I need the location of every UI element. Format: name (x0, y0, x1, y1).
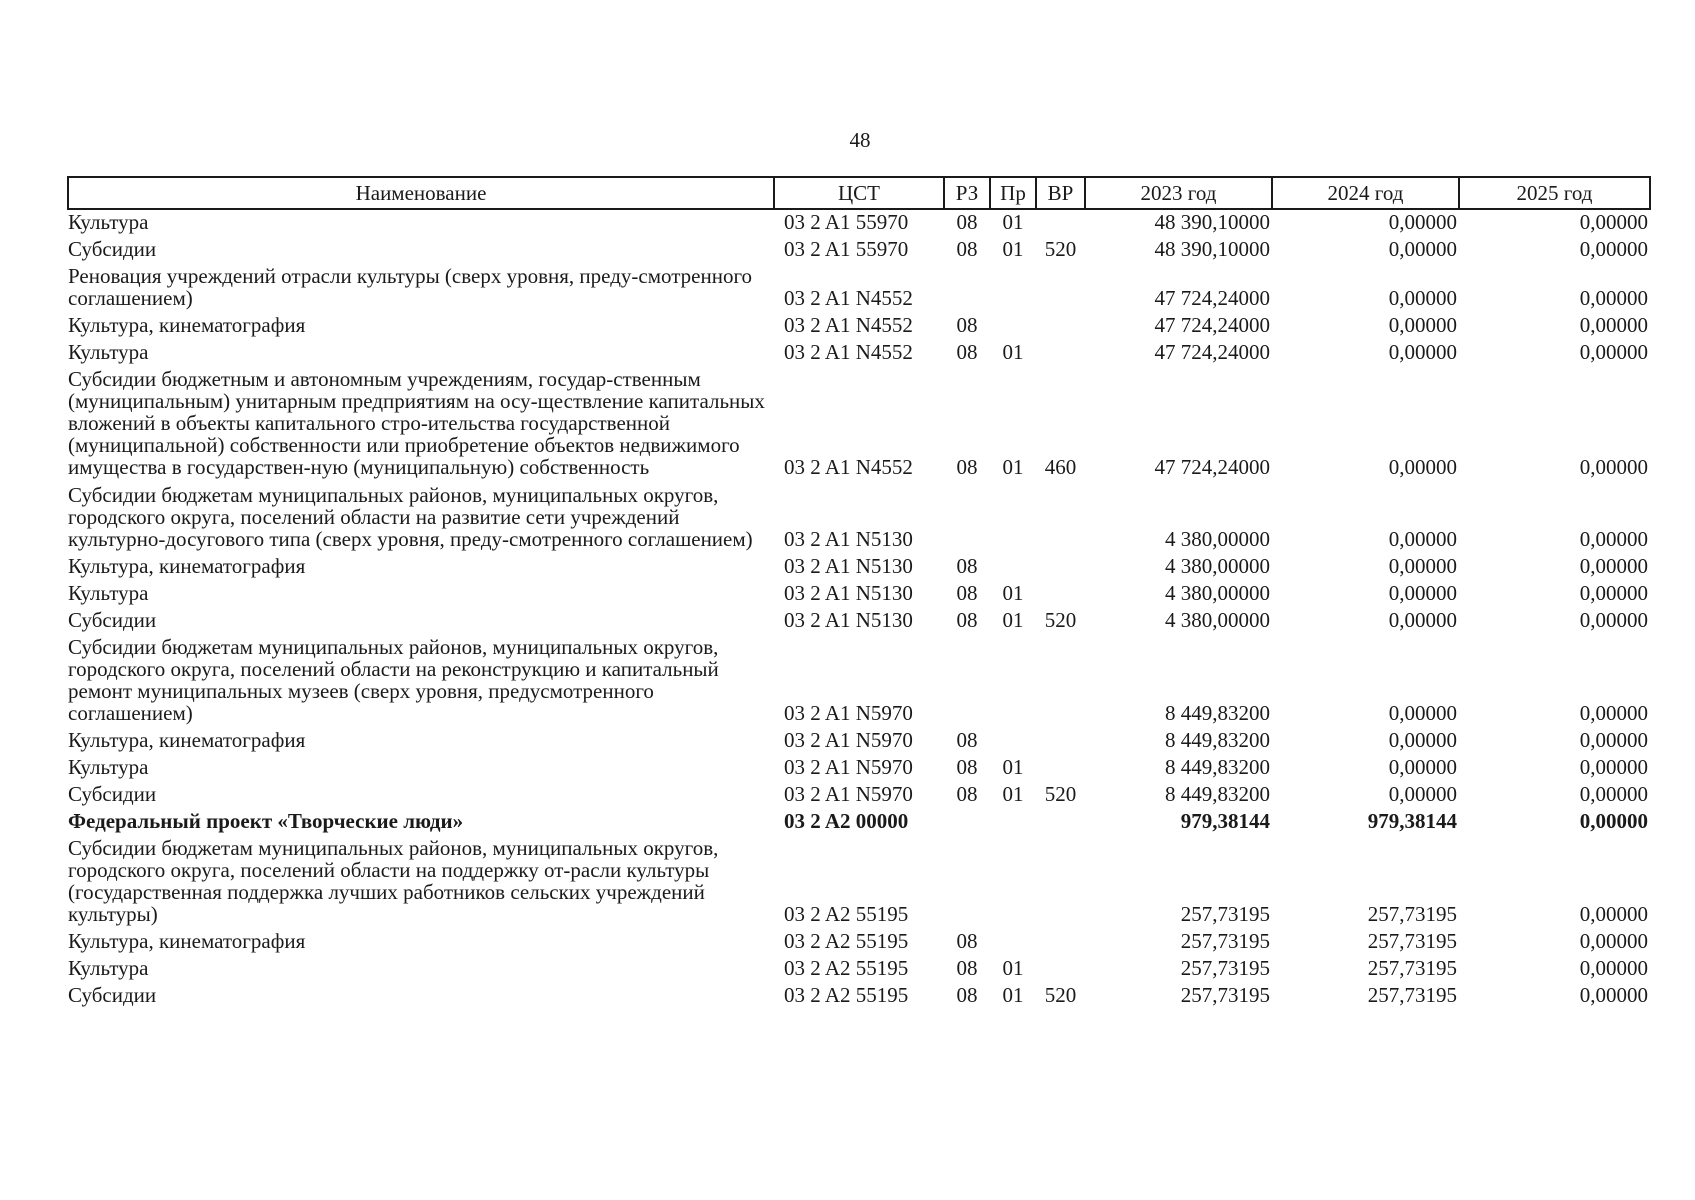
cell-rz: 08 (956, 313, 978, 338)
cell-2024: 257,73195 (1367, 929, 1457, 954)
cell-pr (990, 635, 1036, 728)
cell-name: Культура (68, 210, 149, 234)
cell-name: Субсидии (68, 237, 157, 262)
cell-rz: 08 (956, 210, 978, 234)
cell-rz: 08 (956, 782, 978, 807)
cell-cst: 03 2 A1 N5130 (784, 607, 913, 632)
cell-2024: 257,73195 (1367, 902, 1457, 927)
header-rz: РЗ (944, 177, 990, 209)
cell-2024: 257,73195 (1367, 956, 1457, 981)
cell-pr: 01 (1002, 755, 1024, 780)
table-row (68, 782, 1650, 809)
cell-cst: 03 2 A1 55970 (784, 210, 909, 234)
cell-cst: 03 2 A1 N4552 (784, 340, 913, 365)
table-header (68, 177, 1650, 209)
cell-pr: 01 (1002, 580, 1024, 605)
cell-cst: 03 2 A1 N5130 (784, 526, 913, 551)
cell-name: Культура, кинематография (68, 553, 306, 578)
cell-2023: 8 449,83200 (1165, 755, 1270, 780)
cell-vr: 520 (1044, 782, 1077, 807)
cell-2023: 8 449,83200 (1165, 782, 1270, 807)
cell-rz: 08 (956, 580, 978, 605)
cell-2024: 0,00000 (1388, 755, 1457, 780)
cell-pr: 01 (1002, 983, 1024, 1008)
table-row (68, 635, 1650, 728)
cell-vr: 460 (1044, 455, 1077, 480)
cell-2023: 257,73195 (1180, 956, 1270, 981)
cell-2023: 4 380,00000 (1165, 526, 1270, 551)
cell-rz: 08 (956, 340, 978, 365)
cell-2024: 0,00000 (1388, 553, 1457, 578)
cell-vr (1036, 264, 1085, 313)
cell-rz: 08 (956, 553, 978, 578)
cell-cst: 03 2 A1 N4552 (784, 313, 913, 338)
cell-name: Культура (68, 755, 149, 780)
cell-vr (1036, 340, 1085, 367)
cell-cst: 03 2 A1 N4552 (784, 286, 913, 311)
table-row (68, 554, 1650, 581)
header-name: Наименование (68, 177, 774, 209)
cell-2024: 0,00000 (1388, 237, 1457, 262)
cell-rz (944, 483, 990, 554)
table-row (68, 340, 1650, 367)
table-row (68, 483, 1650, 554)
cell-name: Культура, кинематография (68, 313, 306, 338)
cell-2024: 0,00000 (1388, 210, 1457, 234)
cell-vr: 520 (1044, 607, 1077, 632)
cell-name: Субсидии (68, 983, 157, 1008)
cell-name: Субсидии бюджетам муниципальных районов, муниципальных округов, городского округа, поселений области на поддержку от-расли культуры (государственная поддержка лучших работников сельских учреждений культуры) (68, 836, 719, 927)
cell-pr: 01 (1002, 607, 1024, 632)
table-row (68, 836, 1650, 929)
cell-cst: 03 2 A2 55195 (784, 983, 909, 1008)
cell-vr (1036, 483, 1085, 554)
header-2023: 2023 год (1085, 177, 1272, 209)
table-row (68, 313, 1650, 340)
header-row (68, 177, 1650, 209)
table-row (68, 956, 1650, 983)
cell-name: Субсидии бюджетам муниципальных районов, муниципальных округов, городского округа, поселений области на реконструкцию и капитальный ремонт муниципальных музеев (сверх уровня, предусмотренного соглашением) (68, 634, 719, 725)
cell-pr (990, 554, 1036, 581)
cell-vr (1036, 728, 1085, 755)
cell-2024: 0,00000 (1388, 313, 1457, 338)
table-row (68, 755, 1650, 782)
cell-2023: 257,73195 (1180, 983, 1270, 1008)
cell-vr (1036, 209, 1085, 237)
table-body (68, 209, 1650, 1011)
cell-2025: 0,00000 (1579, 755, 1648, 780)
cell-vr (1036, 929, 1085, 956)
cell-2025: 0,00000 (1579, 983, 1648, 1008)
cell-2025: 0,00000 (1579, 286, 1648, 311)
cell-pr: 01 (1002, 237, 1024, 262)
table-row (68, 728, 1650, 755)
cell-2023: 48 390,10000 (1154, 210, 1270, 234)
cell-2025: 0,00000 (1579, 237, 1648, 262)
cell-cst: 03 2 A2 55195 (784, 929, 909, 954)
cell-pr: 01 (1002, 210, 1024, 234)
cell-rz: 08 (956, 237, 978, 262)
cell-pr: 01 (1002, 340, 1024, 365)
cell-name: Субсидии (68, 607, 157, 632)
cell-rz: 08 (956, 956, 978, 981)
cell-name: Субсидии (68, 782, 157, 807)
cell-vr (1036, 554, 1085, 581)
cell-2025: 0,00000 (1579, 727, 1648, 752)
cell-2024: 0,00000 (1388, 340, 1457, 365)
cell-2025: 0,00000 (1579, 580, 1648, 605)
cell-2024: 0,00000 (1388, 607, 1457, 632)
cell-2024: 979,38144 (1367, 809, 1457, 834)
cell-2024: 0,00000 (1388, 782, 1457, 807)
header-2024: 2024 год (1272, 177, 1459, 209)
cell-cst: 03 2 A1 N4552 (784, 455, 913, 480)
cell-name: Культура (68, 956, 149, 981)
cell-2024: 0,00000 (1388, 727, 1457, 752)
cell-pr (990, 728, 1036, 755)
budget-table (67, 176, 1651, 1011)
cell-cst: 03 2 A1 N5130 (784, 580, 913, 605)
cell-2023: 48 390,10000 (1154, 237, 1270, 262)
cell-2025: 0,00000 (1579, 607, 1648, 632)
table-row (68, 608, 1650, 635)
table-row (68, 809, 1650, 836)
cell-vr (1036, 313, 1085, 340)
cell-2025: 0,00000 (1579, 956, 1648, 981)
table-row (68, 264, 1650, 313)
cell-2025: 0,00000 (1579, 809, 1648, 834)
cell-name: Субсидии бюджетам муниципальных районов, муниципальных округов, городского округа, поселений области на развитие сети учреждений культурно-досугового типа (сверх уровня, преду-смотренного соглашением) (68, 482, 753, 551)
cell-rz: 08 (956, 727, 978, 752)
cell-name: Культура (68, 340, 149, 365)
cell-2024: 0,00000 (1388, 580, 1457, 605)
cell-name: Субсидии бюджетным и автономным учреждениям, государ-ственным (муниципальным) унитарным предприятиям на осу-ществление капитальных вложений в объекты капитального стро-ительства государственной (муниципальной) собственности или приобретение объектов недвижимого имущества в государствен-ную (муниципальную) собственность (68, 367, 765, 480)
header-2025: 2025 год (1459, 177, 1650, 209)
cell-name: Культура, кинематография (68, 929, 306, 954)
cell-2025: 0,00000 (1579, 929, 1648, 954)
cell-cst: 03 2 A2 55195 (784, 902, 909, 927)
cell-rz: 08 (956, 455, 978, 480)
cell-cst: 03 2 A1 N5130 (784, 553, 913, 578)
cell-2023: 4 380,00000 (1165, 553, 1270, 578)
cell-pr (990, 809, 1036, 836)
header-vr: ВР (1036, 177, 1085, 209)
cell-rz (944, 635, 990, 728)
cell-rz: 08 (956, 607, 978, 632)
cell-name: Реновация учреждений отрасли культуры (сверх уровня, преду-смотренного соглашением) (68, 264, 753, 311)
cell-2025: 0,00000 (1579, 902, 1648, 927)
cell-2025: 0,00000 (1579, 455, 1648, 480)
cell-2025: 0,00000 (1579, 526, 1648, 551)
table-row (68, 983, 1650, 1010)
cell-vr (1036, 635, 1085, 728)
cell-vr (1036, 581, 1085, 608)
cell-pr (990, 313, 1036, 340)
cell-2023: 979,38144 (1180, 809, 1270, 834)
cell-2023: 4 380,00000 (1165, 607, 1270, 632)
cell-name: Культура, кинематография (68, 727, 306, 752)
cell-rz: 08 (956, 755, 978, 780)
cell-rz (944, 264, 990, 313)
table-row (68, 367, 1650, 482)
cell-2023: 257,73195 (1180, 902, 1270, 927)
header-pr: Пр (990, 177, 1036, 209)
cell-2024: 0,00000 (1388, 455, 1457, 480)
cell-2023: 257,73195 (1180, 929, 1270, 954)
header-cst: ЦСТ (774, 177, 944, 209)
cell-2024: 0,00000 (1388, 526, 1457, 551)
cell-2025: 0,00000 (1579, 313, 1648, 338)
cell-rz: 08 (956, 929, 978, 954)
cell-name: Федеральный проект «Творческие люди» (68, 809, 464, 834)
table-row (68, 581, 1650, 608)
cell-name: Культура (68, 580, 149, 605)
cell-cst: 03 2 A1 55970 (784, 237, 909, 262)
cell-2024: 0,00000 (1388, 286, 1457, 311)
cell-2023: 47 724,24000 (1154, 286, 1270, 311)
cell-2023: 47 724,24000 (1154, 455, 1270, 480)
cell-vr (1036, 836, 1085, 929)
cell-2024: 257,73195 (1367, 983, 1457, 1008)
cell-2023: 47 724,24000 (1154, 313, 1270, 338)
cell-cst: 03 2 A1 N5970 (784, 727, 913, 752)
cell-2023: 8 449,83200 (1165, 727, 1270, 752)
cell-pr (990, 264, 1036, 313)
table-row (68, 237, 1650, 264)
cell-cst: 03 2 A2 55195 (784, 956, 909, 981)
cell-cst: 03 2 A2 00000 (784, 809, 909, 834)
cell-2025: 0,00000 (1579, 782, 1648, 807)
cell-2023: 4 380,00000 (1165, 580, 1270, 605)
cell-cst: 03 2 A1 N5970 (784, 700, 913, 725)
cell-vr: 520 (1044, 237, 1077, 262)
cell-rz (944, 809, 990, 836)
cell-2023: 8 449,83200 (1165, 700, 1270, 725)
cell-cst: 03 2 A1 N5970 (784, 782, 913, 807)
cell-pr: 01 (1002, 956, 1024, 981)
cell-pr: 01 (1002, 455, 1024, 480)
cell-pr (990, 483, 1036, 554)
cell-pr: 01 (1002, 782, 1024, 807)
cell-cst: 03 2 A1 N5970 (784, 755, 913, 780)
cell-vr (1036, 809, 1085, 836)
cell-pr (990, 929, 1036, 956)
cell-2024: 0,00000 (1388, 700, 1457, 725)
cell-rz: 08 (956, 983, 978, 1008)
cell-2025: 0,00000 (1579, 700, 1648, 725)
cell-rz (944, 836, 990, 929)
cell-2025: 0,00000 (1579, 553, 1648, 578)
page-number: 48 (849, 128, 871, 152)
cell-2025: 0,00000 (1579, 210, 1648, 234)
table-row (68, 929, 1650, 956)
table-row (68, 209, 1650, 237)
cell-pr (990, 836, 1036, 929)
cell-vr: 520 (1044, 983, 1077, 1008)
cell-vr (1036, 956, 1085, 983)
cell-vr (1036, 755, 1085, 782)
cell-2023: 47 724,24000 (1154, 340, 1270, 365)
cell-2025: 0,00000 (1579, 340, 1648, 365)
